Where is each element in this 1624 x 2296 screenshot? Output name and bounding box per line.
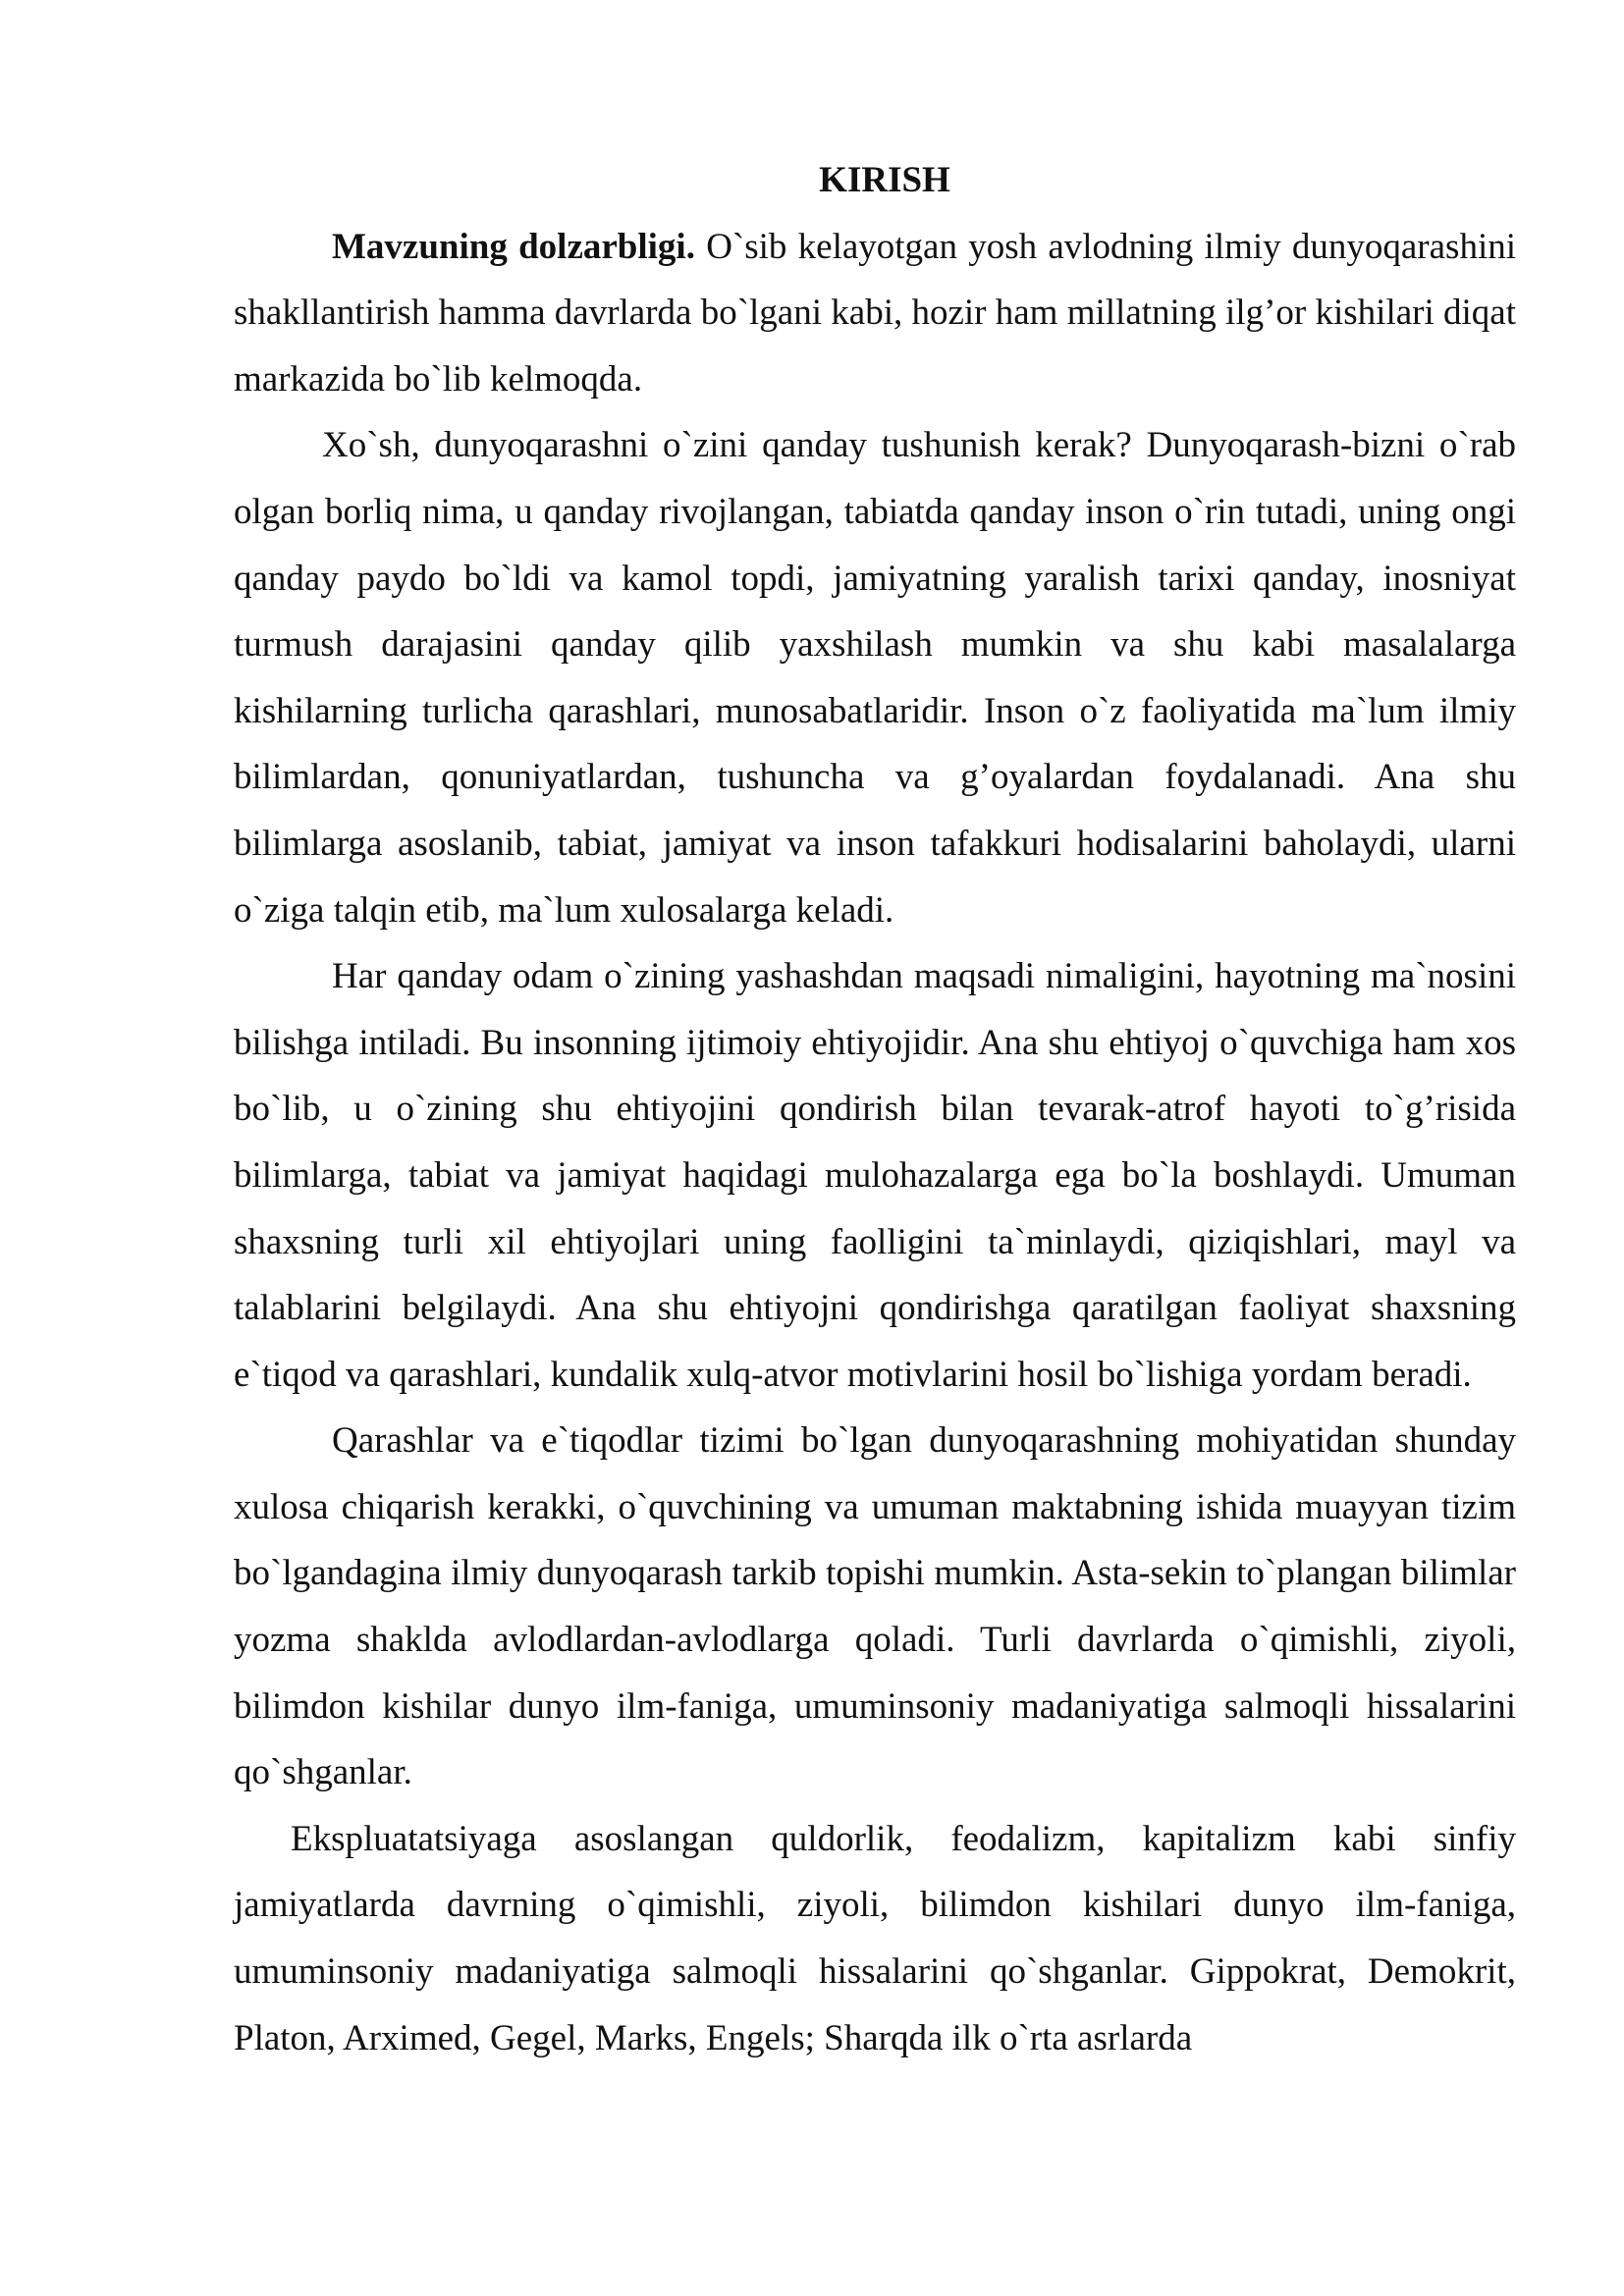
- paragraph-text: O`sib kelayotgan yosh avlodning ilmiy dunyoqarashini shakllantirish hamma davrlarda bo`lgani kabi, hozir ham millatning ilg’or kishilari diqat markazida bo`lib kelmoqda.: [234, 226, 1517, 400]
- document-body: [234, 147, 1516, 2071]
- paragraph-needs: Har qanday odam o`zining yashashdan maqsadi nimaligini, hayotning ma`nosini bilishga intiladi. Bu insonning ijtimoiy ehtiyojidir. Ana shu ehtiyoj o`quvchiga ham xos bo`lib, u o`zining shu ehtiyojini qondirish bilan tevarak-atrof hayoti to`g’risida bilimlarga, tabiat va jamiyat haqidagi mulohazalarga ega bo`la boshlaydi. Umuman shaxsning turli xil ehtiyojlari uning faolligini ta`minlaydi, qiziqishlari, mayl va talablarini belgilaydi. Ana shu ehtiyojni qondirishga qaratilgan faoliyat shaxsning e`tiqod va qarashlari, kundalik xulq-atvor motivlarini hosil bo`lishiga yordam beradi.: [234, 956, 1516, 1395]
- paragraph-worldview: Xo`sh, dunyoqarashni o`zini qanday tushunish kerak? Dunyoqarash-bizni o`rab olgan borliq nima, u qanday rivojlangan, tabiatda qanday inson o`rin tutadi, uning ongi qanday paydo bo`ldi va kamol topdi, jamiyatning yaralish tarixi qanday, inosniyat turmush darajasini qanday qilib yaxshilash mumkin va shu kabi masalalarga kishilarning turlicha qarashlari, munosabatlaridir. Inson o`z faoliyatida ma`lum ilmiy bilimlardan, qonuniyatlardan, tushuncha va g’oyalardan foydalanadi. Ana shu bilimlarga asoslanib, tabiat, jamiyat va inson tafakkuri hodisalarini baholaydi, ularni o`ziga talqin etib, ma`lum xulosalarga keladi.: [234, 425, 1516, 931]
- paragraph-beliefs: Qarashlar va e`tiqodlar tizimi bo`lgan dunyoqarashning mohiyatidan shunday xulosa chiqarish kerakki, o`quvchining va umuman maktabning ishida muayyan tizim bo`lgandagina ilmiy dunyoqarash tarkib topishi mumkin. Asta-sekin to`plangan bilimlar yozma shaklda avlodlardan-avlodlarga qoladi. Turli davrlarda o`qimishli, ziyoli, bilimdon kishilar dunyo ilm-faniga, umuminsoniy madaniyatiga salmoqli hissalarini qo`shganlar.: [234, 1420, 1516, 1793]
- document-title: KIRISH: [819, 160, 950, 200]
- paragraph-relevance: [234, 214, 1516, 413]
- paragraph-history: Ekspluatatsiyaga asoslangan quldorlik, feodalizm, kapitalizm kabi sinfiy jamiyatlarda davrning o`qimishli, ziyoli, bilimdon kishilari dunyo ilm-faniga, umuminsoniy madaniyatiga salmoqli hissalarini qo`shganlar. Gippokrat, Demokrit, Platon, Arximed, Gegel, Marks, Engels; Sharqda ilk o`rta asrlarda: [234, 1818, 1516, 2058]
- paragraph-lead: Mavzuning dolzarbligi.: [332, 226, 695, 267]
